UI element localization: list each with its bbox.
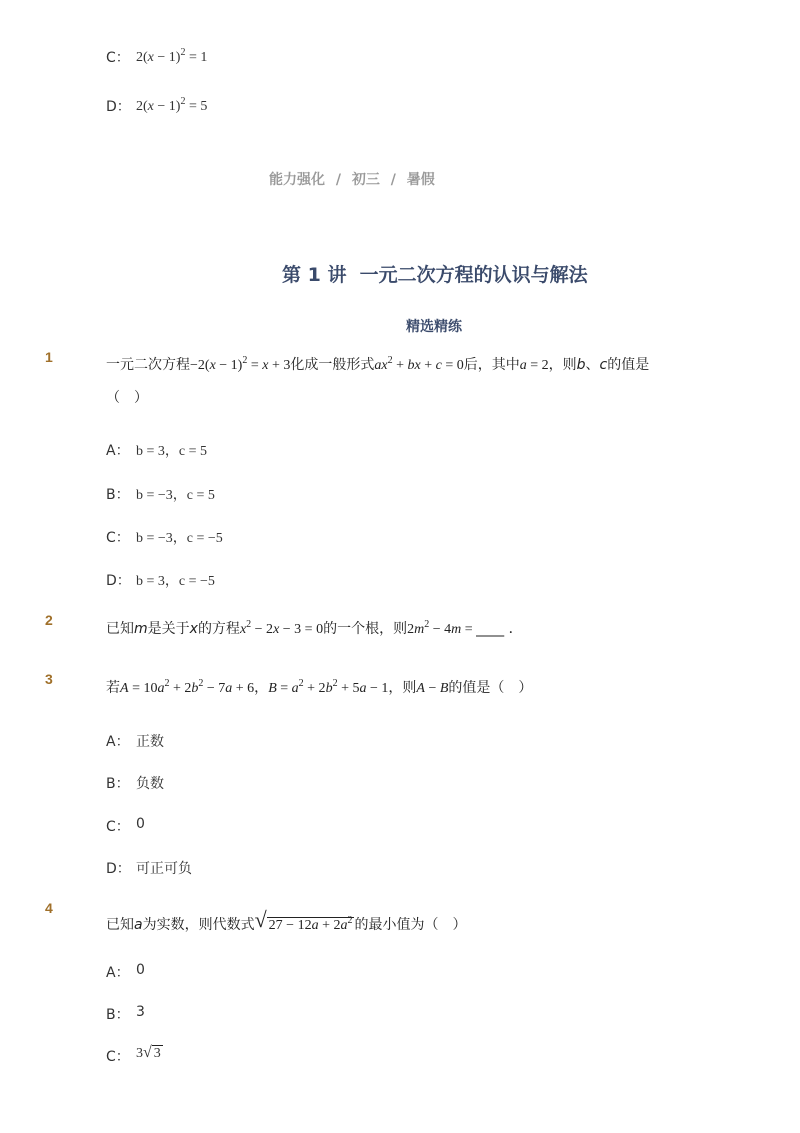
stem-text: ．: [508, 621, 523, 637]
equation: $x^2 - 2x - 3 = 0$: [239, 619, 324, 637]
option-b-label: B：: [106, 1007, 130, 1023]
option-c-label: C：: [106, 1049, 130, 1065]
variable: m: [134, 621, 148, 637]
expression-diff: A − B: [416, 681, 449, 696]
section-subtitle: 精选精练: [406, 319, 462, 335]
variable: x: [189, 621, 198, 637]
radical-expression: √ $27 - 12a + 2a^2$: [254, 907, 353, 933]
stem-text: ，则: [388, 680, 417, 696]
page-title: 第 1 讲 一元二次方程的认识与解法: [282, 264, 588, 286]
stem-text: 已知: [106, 917, 134, 933]
question-stem: [106, 354, 649, 374]
answer-paren: （ ）: [106, 390, 148, 406]
option-d-text: 可正可负: [136, 861, 192, 877]
option-a-label: A：: [106, 443, 130, 459]
option-b-text: b = −3，c = 5: [136, 488, 215, 503]
option-a-label: A：: [106, 734, 130, 750]
option-d-formula: $2(x - 1)^2 = 5$: [136, 96, 208, 114]
question-number: 4: [45, 900, 53, 916]
stem-text: 为实数，则代数式: [142, 917, 255, 933]
option-d-label: D：: [106, 573, 131, 589]
option-c-label: C：: [106, 530, 130, 546]
option-a-text: b = 3，c = 5: [136, 444, 208, 459]
stem-text: 的值是: [607, 357, 650, 373]
variable: c: [599, 357, 608, 373]
expression: $2m^2 - 4m$ =: [407, 619, 477, 637]
option-c-formula: 3√ 3: [136, 1044, 161, 1061]
breadcrumb-item: 暑假: [406, 172, 435, 188]
question-stem: [106, 618, 523, 638]
question-number: 3: [45, 671, 53, 687]
stem-text: 的值是（ ）: [448, 680, 533, 696]
option-a-text: 0: [136, 962, 145, 978]
option-c-label: C：: [106, 50, 130, 66]
question-stem: [106, 893, 467, 933]
option-b-text: 3: [136, 1004, 145, 1020]
breadcrumb-item: 初三: [351, 172, 380, 188]
option-d-label: D：: [106, 861, 131, 877]
stem-text: 后，其中: [463, 357, 520, 373]
general-form: $ax^2$ + bx + c = 0: [374, 355, 464, 373]
option-a-label: A：: [106, 965, 130, 981]
breadcrumb-separator: /: [390, 172, 396, 188]
question-number: 2: [45, 612, 53, 628]
option-d-label: D：: [106, 99, 131, 115]
stem-text: 、: [585, 357, 600, 373]
option-b-label: B：: [106, 776, 130, 792]
stem-text: 的一个根，则: [323, 621, 408, 637]
stem-text: 已知: [106, 621, 134, 637]
option-c-text: b = −3，c = −5: [136, 531, 223, 546]
breadcrumb-item: 能力强化: [269, 172, 325, 188]
option-c-formula: $2(x - 1)^2 = 1$: [136, 47, 208, 65]
question-stem: [106, 677, 532, 697]
equation: $-2(x - 1)^2 = x + 3$: [190, 355, 291, 373]
variable: b: [576, 357, 586, 373]
answer-blank: ____: [476, 621, 505, 637]
stem-text: 化成一般形式: [290, 357, 375, 373]
stem-text: 的方程: [197, 621, 240, 637]
condition: a = 2: [519, 358, 549, 373]
breadcrumb: [269, 169, 435, 189]
option-d-text: b = 3，c = −5: [136, 574, 215, 589]
option-b-text: 负数: [136, 776, 164, 792]
variable: a: [134, 917, 143, 933]
question-number: 1: [45, 349, 53, 365]
option-c-label: C：: [106, 819, 130, 835]
expression-a: $A = 10a^2 + 2b^2 - 7a + 6$，$B = a^2 + 2b^2 + 5a - 1$: [120, 678, 389, 696]
option-b-label: B：: [106, 487, 130, 503]
option-c-text: 0: [136, 816, 145, 832]
stem-text: ，则: [548, 357, 577, 373]
stem-text: 是关于: [147, 621, 190, 637]
stem-text: 若: [106, 680, 120, 696]
option-a-text: 正数: [136, 734, 164, 750]
stem-text: 的最小值为（ ）: [354, 917, 467, 933]
stem-text: 一元二次方程: [106, 357, 190, 373]
breadcrumb-separator: /: [335, 172, 341, 188]
